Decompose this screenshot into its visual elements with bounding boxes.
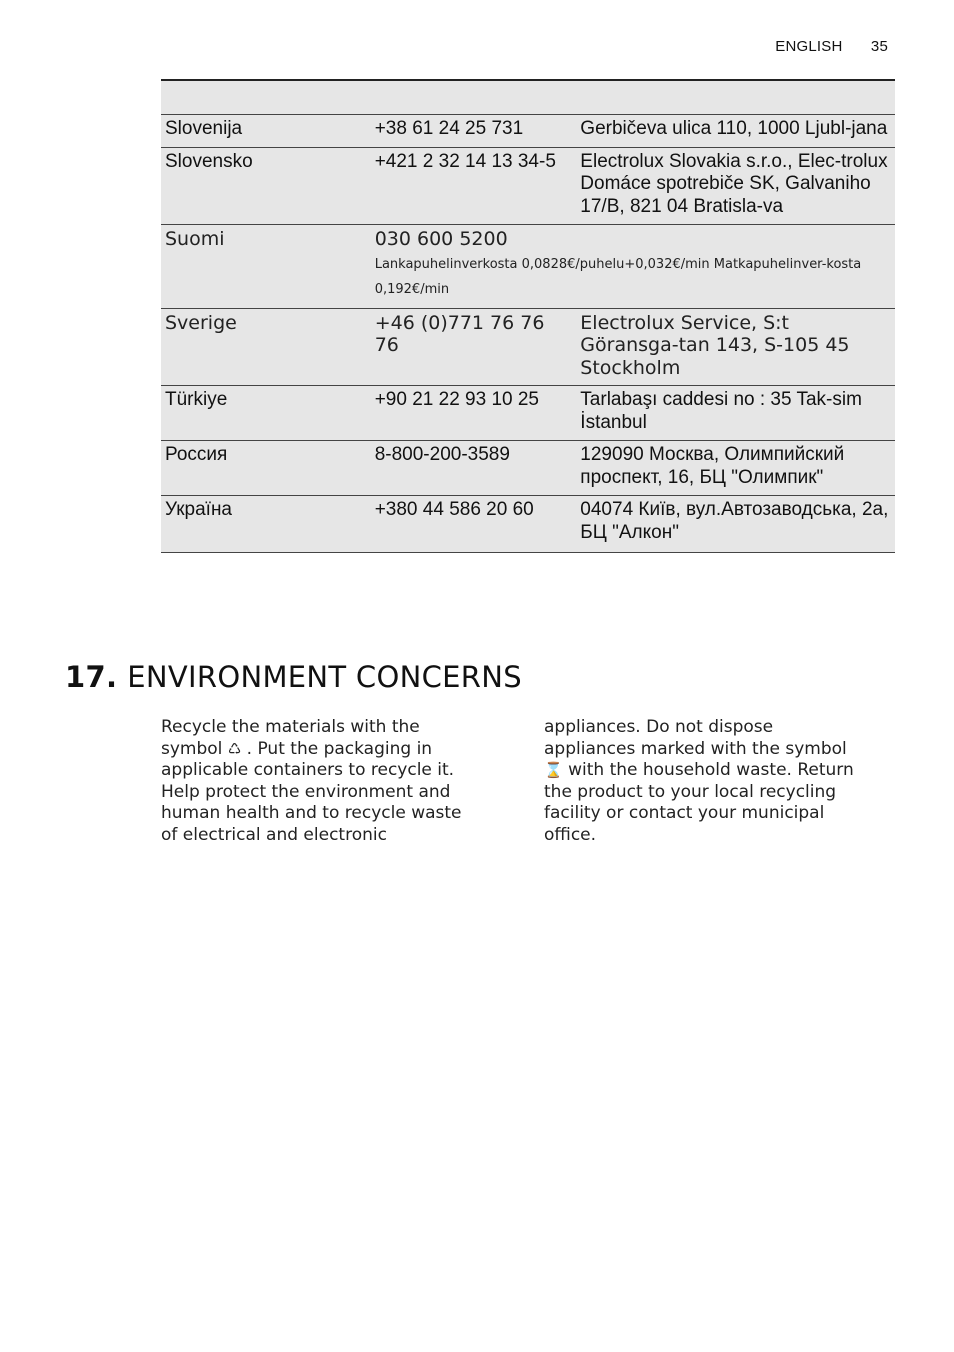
tariff-note: Lankapuhelinverkosta 0,0828€/puhelu+0,032€/min Matkapuhelinver-kosta 0,192€/min [374,256,862,297]
phone-cell: 8-800-200-3589 [371,441,577,496]
header-language: ENGLISH [775,38,843,55]
paragraph-text: . Put the packaging in applicable containers to recycle it. Help protect the environment and human health and to recycle waste of electrical and electronic [161,738,462,845]
country-cell: Sverige [161,308,371,386]
service-contacts-table [161,79,895,553]
section-paragraph-left [161,717,471,846]
paragraph-text: Recycle the materials with the symbol [161,717,420,759]
phone-cell: +421 2 32 14 13 34-5 [371,147,577,225]
address-cell: Electrolux Slovakia s.r.o., Elec-trolux Domáce spotrebiče SK, Galvaniho 17/B, 821 04 Bratisla-va [576,147,895,225]
phone-cell: +38 61 24 25 731 [371,115,577,148]
phone-cell: +90 21 22 93 10 25 [371,386,577,441]
table-row [161,441,895,496]
table-row [161,496,895,553]
address-cell: Gerbičeva ulica 110, 1000 Ljubl-jana [576,115,895,148]
country-cell: Россия [161,441,371,496]
section-paragraph-right [544,717,854,846]
phone-cell [371,225,895,309]
table-header-row [161,80,895,115]
table-row [161,115,895,148]
paragraph-text: with the household waste. Return the product to your local recycling facility or contact your municipal office. [544,760,854,845]
country-cell: Slovenija [161,115,371,148]
table-row [161,386,895,441]
address-cell: Tarlabaşı caddesi no : 35 Tak-sim İstanbul [576,386,895,441]
phone-cell: +46 (0)771 76 76 76 [371,308,577,386]
recycle-icon: ♺ [227,739,242,758]
section-number: 17. [65,660,118,694]
section-heading [65,660,522,694]
table-row [161,225,895,309]
page-number: 35 [870,38,888,55]
country-cell: Україна [161,496,371,553]
address-cell: 129090 Москва, Олимпийский проспект, 16, БЦ "Олимпик" [576,441,895,496]
country-cell: Suomi [161,225,371,309]
table-row [161,308,895,386]
section-title: ENVIRONMENT CONCERNS [127,660,522,694]
phone-number: 030 600 5200 [374,228,508,250]
crossed-bin-icon: ⌛ [544,761,563,779]
address-cell: 04074 Київ, вул.Автозаводська, 2а, БЦ "Алкон" [576,496,895,553]
paragraph-text: appliances. Do not dispose appliances marked with the symbol [544,717,847,759]
address-cell: Electrolux Service, S:t Göransga-tan 143, S-105 45 Stockholm [576,308,895,386]
phone-cell: +380 44 586 20 60 [371,496,577,553]
table-row [161,147,895,225]
country-cell: Türkiye [161,386,371,441]
country-cell: Slovensko [161,147,371,225]
page-header [775,38,888,55]
